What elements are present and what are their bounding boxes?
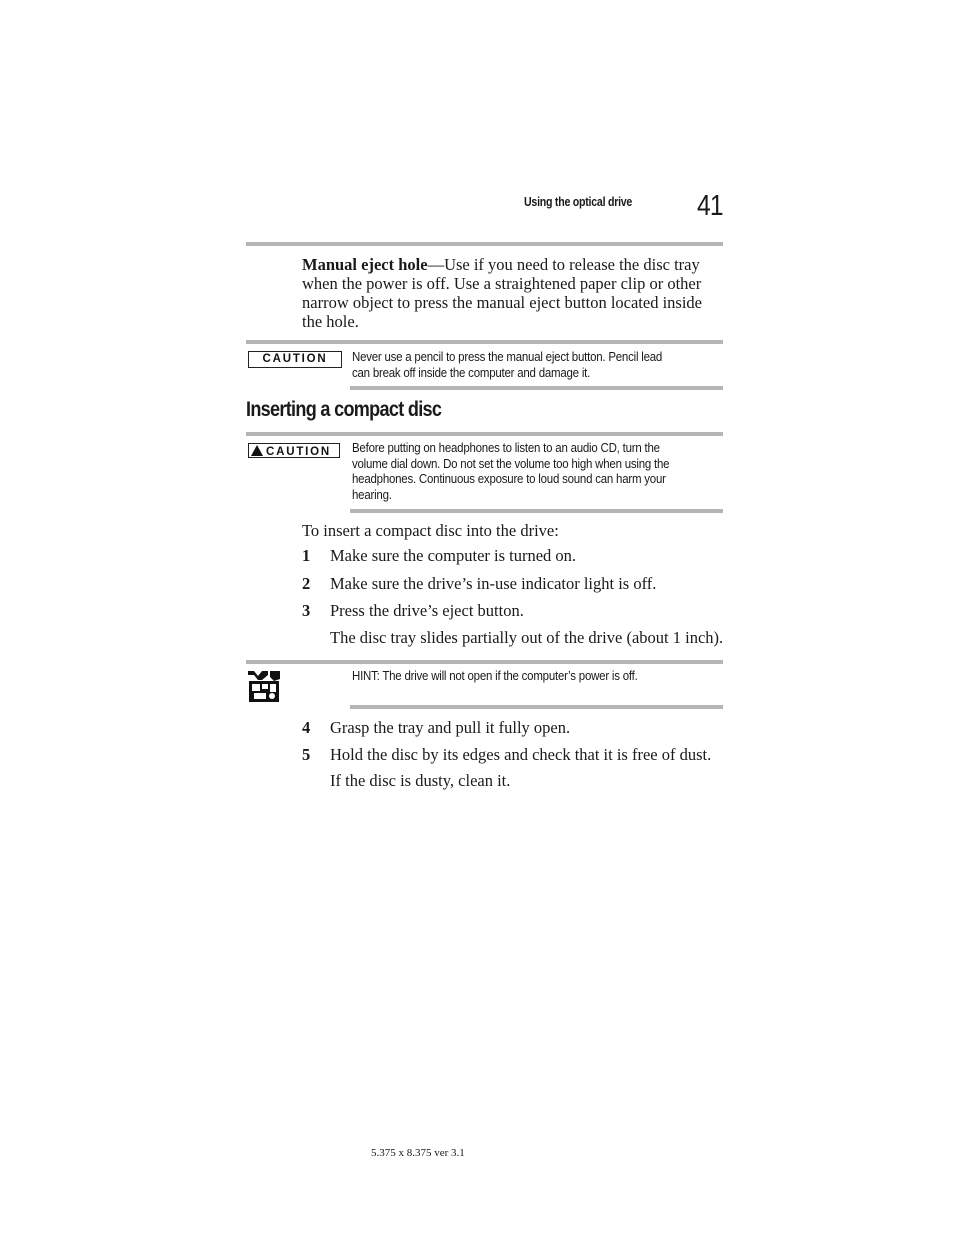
- manual-eject-term: Manual eject hole: [302, 255, 428, 274]
- step5-followup: If the disc is dusty, clean it.: [330, 771, 511, 790]
- step-text: Make sure the computer is turned on.: [330, 546, 577, 565]
- step-number: 4: [302, 718, 311, 737]
- footer-version: 5.375 x 8.375 ver 3.1: [371, 1147, 465, 1159]
- toolbox-hint-icon: [246, 669, 282, 705]
- step-number: 1: [302, 546, 311, 565]
- caution2-text: Before putting on headphones to listen to an audio CD, turn the volume dial down. Do not set the volume too high when using the headphones. Continuous exposure to loud sound can harm your hearing.: [352, 440, 670, 502]
- step-text: Make sure the drive’s in-use indicator light is off.: [330, 574, 657, 593]
- warning-caution-badge: [248, 443, 340, 458]
- caution-badge-label: CAUTION: [262, 353, 328, 365]
- step-text: Press the drive’s eject button.: [330, 601, 524, 620]
- manual-eject-paragraph: [302, 255, 722, 331]
- section-heading: Inserting a compact disc: [246, 398, 442, 421]
- step-number: 2: [302, 574, 311, 593]
- caution1-top-rule: [246, 340, 723, 344]
- header-rule: [246, 242, 723, 246]
- caution-badge-label: CAUTION: [266, 446, 331, 458]
- intro-text: To insert a compact disc into the drive:: [302, 521, 559, 540]
- hint-bottom-rule: [350, 705, 723, 709]
- manual-eject-description: —Use if you need to release the disc tray when the power is off. Use a straightened paper clip or other narrow object to press the manual eject button located inside the hole.: [302, 255, 702, 331]
- caution-badge: [248, 351, 342, 368]
- step3-followup: The disc tray slides partially out of the drive (about 1 inch).: [330, 628, 724, 647]
- caution1-text: Never use a pencil to press the manual eject button. Pencil lead can break off inside the computer and damage it.: [352, 349, 663, 380]
- step-number: 5: [302, 745, 311, 764]
- running-header: Using the optical drive: [524, 195, 633, 209]
- caution2-bottom-rule: [350, 509, 723, 513]
- step-number: 3: [302, 601, 311, 620]
- caution2-top-rule: [246, 432, 723, 436]
- page-number: 41: [697, 190, 723, 222]
- warning-triangle-icon: !: [251, 445, 263, 456]
- step-text: Grasp the tray and pull it fully open.: [330, 718, 571, 737]
- hint-text: HINT: The drive will not open if the computer’s power is off.: [352, 668, 638, 683]
- step-text: Hold the disc by its edges and check that it is free of dust.: [330, 745, 712, 764]
- caution1-bottom-rule: [350, 386, 723, 390]
- hint-top-rule: [246, 660, 723, 664]
